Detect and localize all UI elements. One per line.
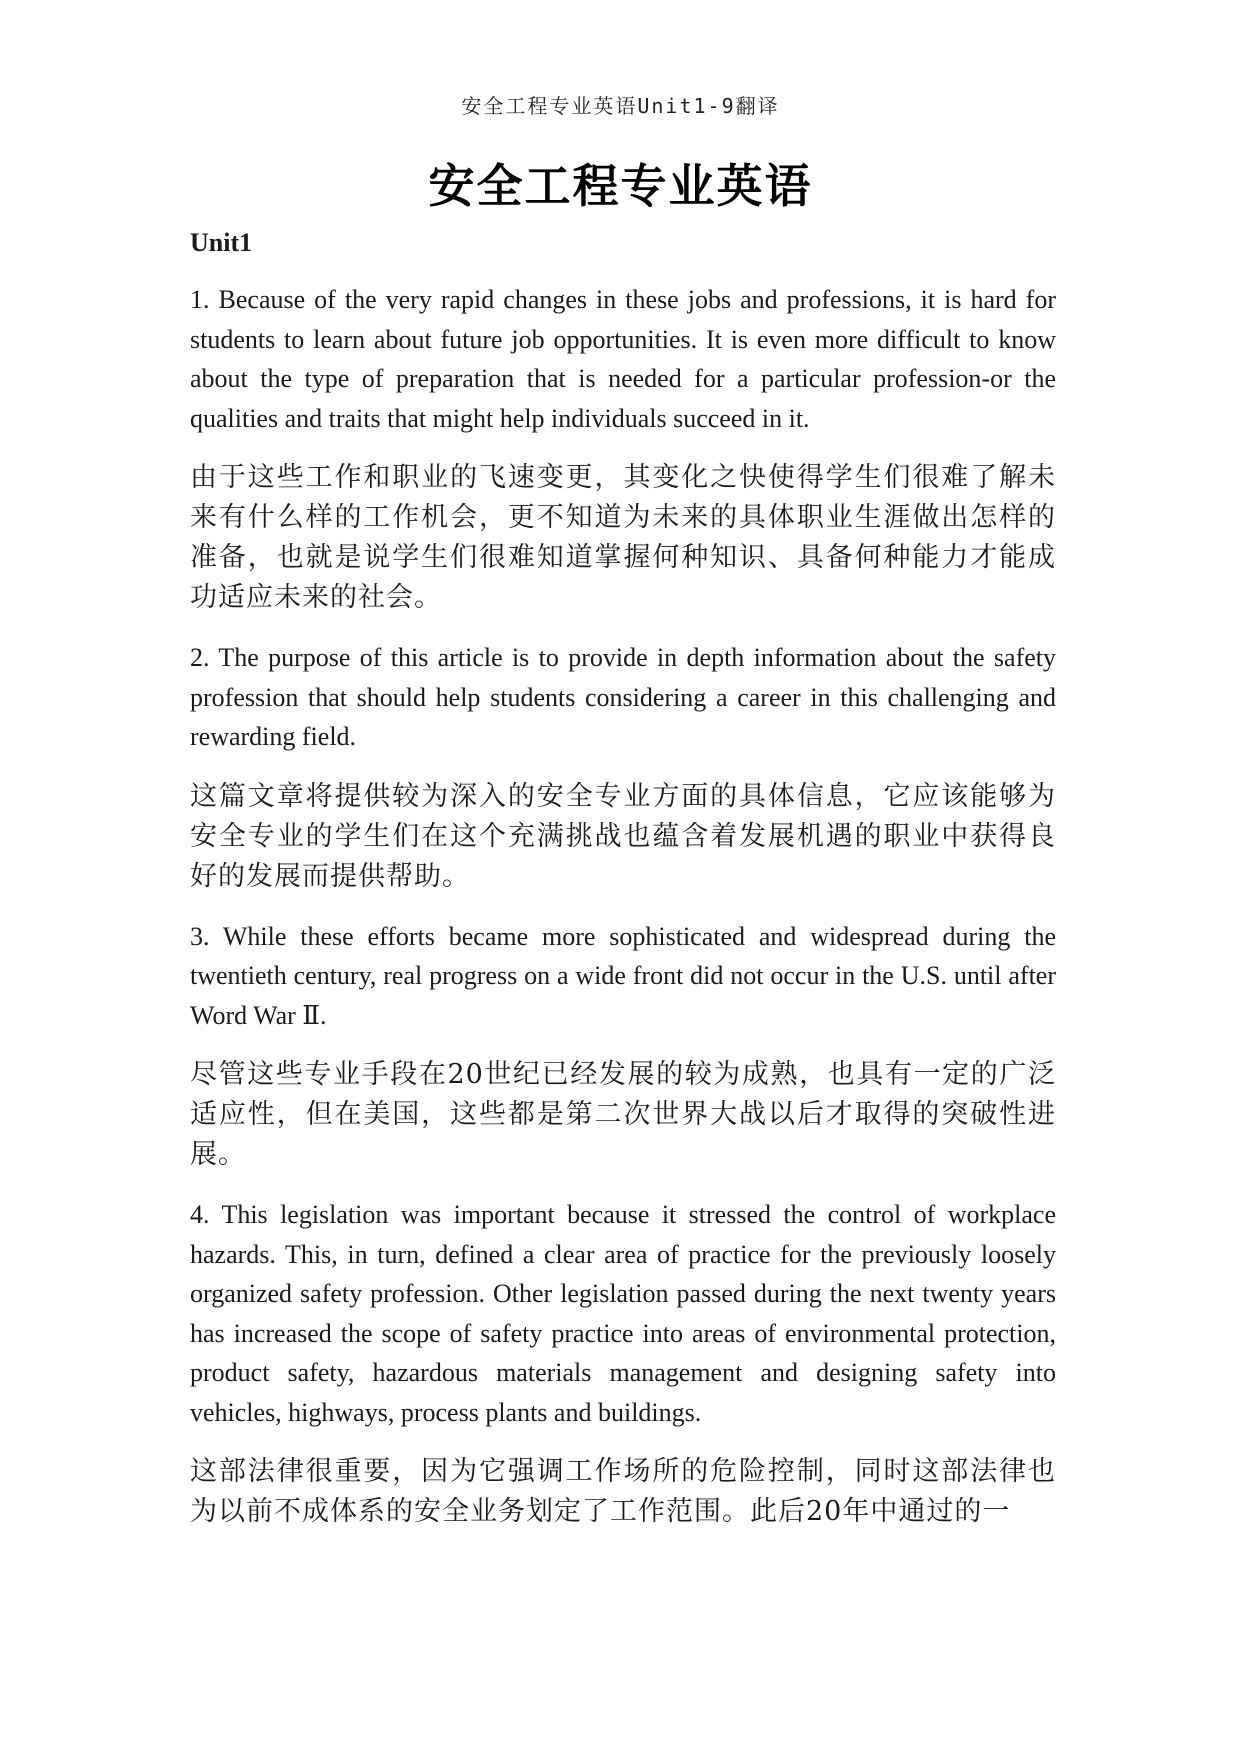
- paragraph-en-4: 4. This legislation was important because it stressed the control of workplace hazards. This, in turn, defined a clear area of practice for the previously loosely organized safety profession. Other legislation passed during the next twenty years has increased the scope of safety practice into areas of environmental protection, product safety, hazardous materials management and designing safety into vehicles, highways, process plants and buildings.: [190, 1200, 1056, 1427]
- unit-heading: Unit1: [190, 228, 253, 257]
- paragraph-zh-4: 这部法律很重要，因为它强调工作场所的危险控制，同时这部法律也为以前不成体系的安全业务划定了工作范围。此后20年中通过的一: [190, 1456, 1056, 1527]
- paragraph-zh-2: 这篇文章将提供较为深入的安全专业方面的具体信息，它应该能够为安全专业的学生们在这个充满挑战也蕴含着发展机遇的职业中获得良好的发展而提供帮助。: [190, 780, 1056, 892]
- document-body: [190, 228, 1056, 1552]
- paragraph-en-3: 3. While these efforts became more sophisticated and widespread during the twentieth century, real progress on a wide front did not occur in the U.S. until after Word War Ⅱ.: [190, 921, 1056, 1030]
- paragraph-en-2: 2. The purpose of this article is to provide in depth information about the safety profession that should help students considering a career in this challenging and rewarding field.: [190, 643, 1056, 751]
- document-title: 安全工程专业英语: [428, 159, 813, 213]
- paragraph-zh-3: 尽管这些专业手段在20世纪已经发展的较为成熟，也具有一定的广泛适应性，但在美国，这些都是第二次世界大战以后才取得的突破性进展。: [190, 1059, 1056, 1170]
- paragraph-zh-1: 由于这些工作和职业的飞速变更，其变化之快使得学生们很难了解未来有什么样的工作机会，更不知道为未来的具体职业生涯做出怎样的准备，也就是说学生们很难知道掌握何种知识、具备何种能力才能成功适应未来的社会。: [190, 462, 1056, 613]
- paragraph-en-1: 1. Because of the very rapid changes in these jobs and professions, it is hard for students to learn about future job opportunities. It is even more difficult to know about the type of preparation that is needed for a particular profession-or the qualities and traits that might help individuals succeed in it.: [190, 285, 1056, 433]
- running-header: 安全工程专业英语Unit1-9翻译: [461, 94, 780, 118]
